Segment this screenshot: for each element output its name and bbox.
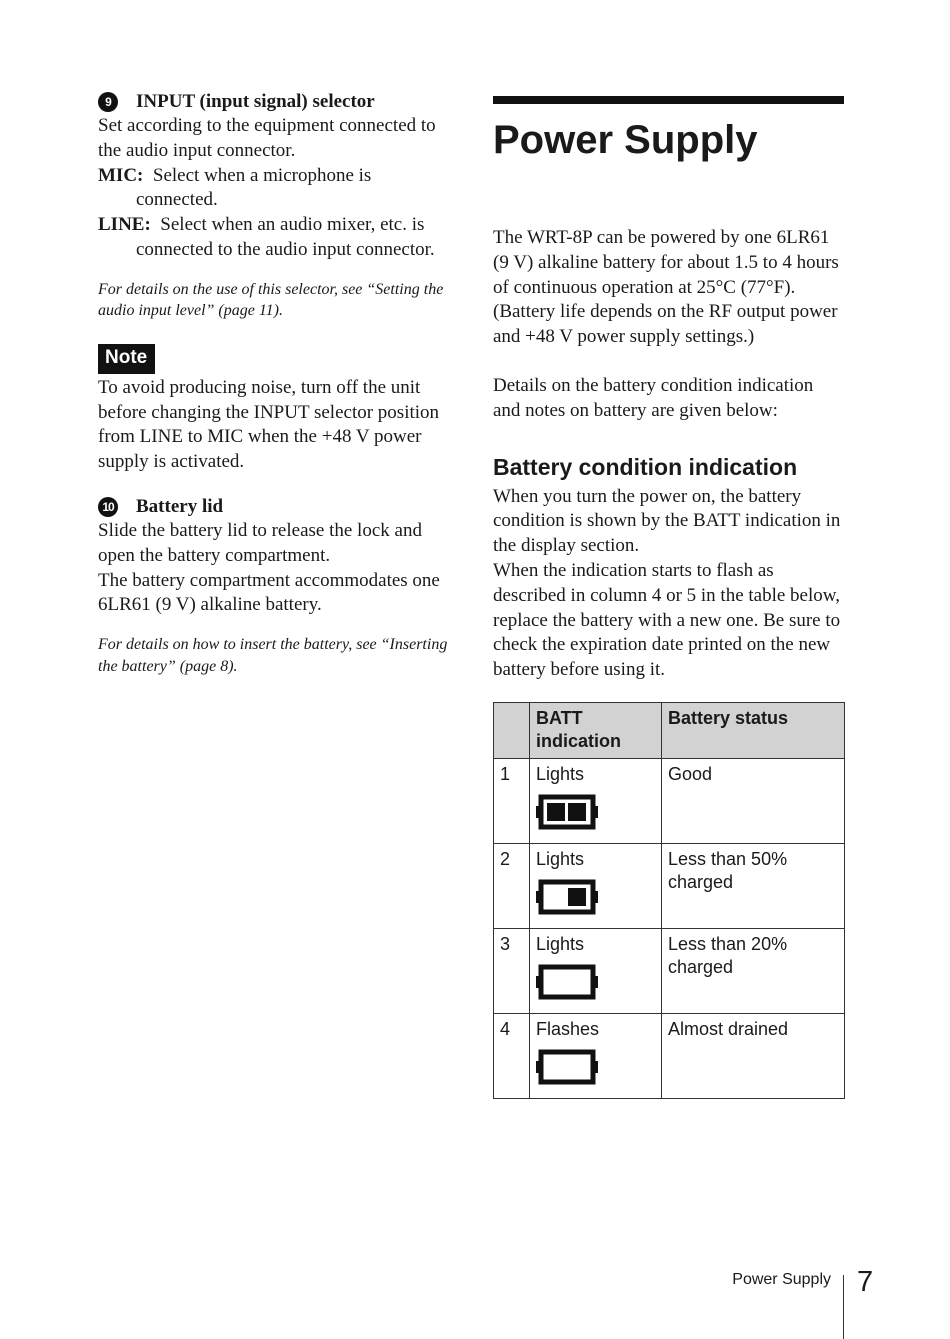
row-indication-cell: [530, 1013, 662, 1098]
battery-lid-text-1: Slide the battery lid to release the lock and open the battery compartment.: [98, 519, 422, 566]
mic-term: MIC:: [98, 164, 144, 186]
item-number-10-icon: 10: [98, 497, 118, 517]
row-number: 4: [494, 1013, 530, 1098]
line-option: [98, 213, 448, 263]
row-indication-label: Lights: [536, 933, 585, 954]
note-block: [98, 344, 448, 475]
battery-lid-title: Battery lid: [136, 495, 224, 517]
line-desc: Select when an audio mixer, etc. is connected to the audio input connector.: [136, 214, 435, 260]
row-number: 1: [494, 758, 530, 843]
row-status: Almost drained: [662, 1013, 845, 1098]
table-header-row: [494, 702, 845, 758]
table-row: [494, 928, 845, 1013]
row-number: 3: [494, 928, 530, 1013]
battery-condition-heading: Battery condition indication: [493, 453, 798, 480]
row-indication-label: Lights: [536, 848, 585, 869]
mic-option: [98, 164, 448, 214]
input-selector-heading: [98, 90, 448, 114]
input-selector-reference: For details on the use of this selector, see “Setting the audio input level” (page 11).: [98, 280, 444, 320]
row-status: Less than 20% charged: [662, 928, 845, 1013]
battery-details-paragraph: Details on the battery condition indication and notes on battery are given below:: [493, 374, 814, 421]
right-column: [493, 96, 845, 1099]
battery-lid-reference: For details on how to insert the battery, see “Inserting the battery” (page 8).: [98, 636, 448, 675]
row-indication-label: Flashes: [536, 1018, 600, 1039]
row-number: 2: [494, 843, 530, 928]
battery-empty-icon: [536, 964, 598, 1000]
row-indication-label: Lights: [536, 763, 585, 784]
battery-lid-heading: [98, 495, 448, 519]
note-text: To avoid producing noise, turn off the unit before changing the INPUT selector position from LINE to MIC when the +48 V power supply is activated.: [98, 376, 440, 473]
table-row: [494, 758, 845, 843]
header-battery-status: Battery status: [662, 702, 845, 758]
item-number-9-icon: 9: [98, 92, 118, 112]
left-column: [98, 90, 448, 677]
battery-empty-icon: [536, 1049, 598, 1085]
power-intro-paragraph: The WRT-8P can be powered by one 6LR61 (9 V) alkaline battery for about 1.5 to 4 hours of continuous operation at 25°C (77°F). (Battery life depends on the RF output power and +48 V power supply settings.): [493, 227, 839, 348]
input-selector-intro: Set according to the equipment connected to the audio input connector.: [98, 115, 436, 161]
battery-half-icon: [536, 879, 598, 915]
battery-condition-text-1: When you turn the power on, the battery condition is shown by the BATT indication in the display section.: [493, 485, 841, 557]
line-term: LINE:: [98, 214, 151, 236]
header-batt-indication: BATT indication: [530, 702, 662, 758]
note-label: Note: [98, 344, 155, 374]
battery-condition-text-2: When the indication starts to flash as described in column 4 or 5 in the table below, replace the battery with a new one. Be sure to check the expiration date printed on the new battery before using it.: [493, 559, 841, 681]
table-row: [494, 843, 845, 928]
title-rule: [493, 96, 844, 104]
table-row: [494, 1013, 845, 1098]
input-selector-title: INPUT (input signal) selector: [136, 91, 375, 112]
battery-status-table: [493, 702, 845, 1099]
footer-divider: [843, 1275, 844, 1339]
battery-lid-text-2: The battery compartment accommodates one 6LR61 (9 V) alkaline battery.: [98, 569, 440, 616]
row-status: Good: [662, 758, 845, 843]
row-indication-cell: [530, 928, 662, 1013]
row-indication-cell: [530, 843, 662, 928]
battery-full-icon: [536, 794, 598, 830]
page-number: 7: [857, 1266, 874, 1298]
mic-desc: Select when a microphone is connected.: [136, 164, 372, 211]
footer-section-label: Power Supply: [732, 1271, 831, 1288]
row-status: Less than 50% charged: [662, 843, 845, 928]
page-title: Power Supply: [493, 118, 758, 162]
row-indication-cell: [530, 758, 662, 843]
header-number: [494, 702, 530, 758]
